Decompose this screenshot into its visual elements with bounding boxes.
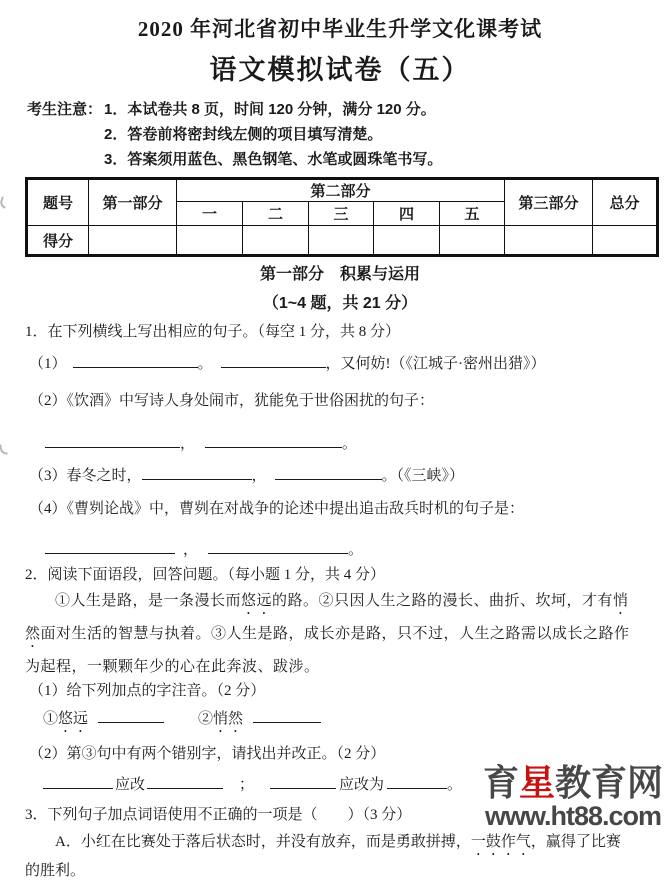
- answer-blank: [270, 775, 336, 789]
- score-table-total: 总分: [593, 179, 658, 226]
- question-1-item-4-stem: （4）《曹刿论战》中，曹刿在对战争的论述中提出追击敌兵时机的句子是：: [29, 501, 525, 517]
- correction-label: 应改为: [339, 777, 385, 793]
- question-1-item-2-stem: （2）《饮酒》中写诗人身处闹市，犹能免于世俗困扰的句子：: [29, 393, 435, 409]
- answer-blank: [208, 540, 348, 554]
- passage-line-3: [25, 655, 655, 679]
- passage-line-1: [25, 589, 655, 618]
- brand-char: 育: [482, 762, 519, 803]
- notice-item-1: 1．本试卷共 8 页，时间 120 分钟，满分 120 分。: [104, 101, 436, 118]
- question-1-item-4-blanks: [25, 539, 655, 561]
- section-subheading: （1~4 题，共 21 分）: [262, 295, 418, 312]
- score-label: 得分: [27, 226, 89, 256]
- question-1-item-1: [25, 353, 655, 375]
- emphasized-word: 然: [25, 626, 41, 642]
- pinyin-item-num: ①: [43, 711, 59, 727]
- score-table-col-1: 一: [177, 202, 243, 226]
- score-cell: [243, 226, 309, 256]
- score-cell: [593, 226, 658, 256]
- emphasized-word: 悠远: [241, 593, 273, 609]
- separator-comma: ，: [180, 436, 196, 452]
- correction-semicolon: ；: [239, 777, 255, 793]
- exam-subtitle: 语文模拟试卷（五）: [209, 55, 471, 85]
- score-table-col-5: 五: [440, 202, 505, 226]
- notice-item-3: 3．答案须用蓝色、黑色钢笔、水笔或圆珠笔书写。: [104, 151, 443, 168]
- score-table-part3: 第三部分: [505, 179, 593, 226]
- answer-blank: [142, 466, 252, 480]
- score-table-col-4: 四: [374, 202, 440, 226]
- question-1-item-3: [25, 465, 655, 487]
- notice-label: 考生注意：: [27, 101, 103, 118]
- answer-blank: [387, 775, 447, 789]
- score-table-col-3: 三: [309, 202, 374, 226]
- score-table: [25, 177, 659, 257]
- pinyin-word: 悠远: [58, 711, 89, 727]
- score-cell: [505, 226, 593, 256]
- pinyin-word: 悄然: [213, 711, 244, 727]
- question-2-sub-2-stem: （2）第③句中有两个错别字，请找出并改正。（2 分）: [29, 746, 386, 762]
- question-2-sub-1-stem: （1）给下列加点的字注音。（2 分）: [29, 683, 266, 699]
- score-table-part2: 第二部分: [177, 179, 505, 202]
- separator-comma: ，: [251, 468, 267, 484]
- exam-title: 2020 年河北省初中毕业生升学文化课考试: [137, 17, 543, 41]
- question-3-stem: 3．下列句子加点词语使用不正确的一项是（ ）（3 分）: [25, 807, 412, 823]
- option-a-text: A．小红在比赛处于落后状态时，并没有放弃，而是勇敢拼搏，: [55, 834, 471, 850]
- passage-text: 面对生活的智慧与执着。③人生是路，成长亦是路，只不过，人生之路需以成长之路作: [40, 626, 630, 642]
- notice-item-2: 2．答卷前将密封线左侧的项目填写清楚。: [104, 126, 383, 143]
- sentence-period: 。: [342, 436, 358, 452]
- score-cell: [177, 226, 243, 256]
- question-3-option-a: [25, 832, 655, 859]
- score-cell: [440, 226, 505, 256]
- examinee-notice: [27, 97, 655, 172]
- answer-blank: [253, 709, 321, 723]
- question-1-item-2-blanks: [25, 433, 655, 455]
- item-1-tail: ，又何妨!（《江城子·密州出猎》）: [325, 356, 546, 372]
- score-table-corner: 题号: [27, 179, 89, 226]
- item-1-mid: 。: [197, 356, 213, 372]
- question-3-option-a-continuation: 的胜利。: [25, 863, 86, 879]
- answer-blank: [45, 540, 175, 554]
- emphasized-word: 悄: [613, 593, 629, 609]
- answer-blank: [98, 709, 164, 723]
- pinyin-item-num: ②: [198, 711, 214, 727]
- passage-text: 的路。②只因人生之路的漫长、曲折、坎坷，才有: [272, 593, 614, 609]
- notice-items: [104, 97, 442, 172]
- watermark-brand: [477, 764, 669, 802]
- question-2-stem: 2．阅读下面语段，回答问题。（每小题 1 分，共 4 分）: [25, 567, 386, 583]
- score-cell: [89, 226, 177, 256]
- brand-char-red: 星: [518, 762, 555, 803]
- question-2-sub-1-blanks: [25, 708, 655, 736]
- question-1-stem: 1．在下列横线上写出相应的句子。（每空 1 分，共 8 分）: [25, 324, 401, 340]
- brand-chars: 教育网: [555, 762, 664, 803]
- passage-line-2: [25, 622, 655, 651]
- sentence-period: 。: [348, 542, 364, 558]
- item-3-head: （3）春冬之时，: [29, 468, 142, 484]
- site-watermark: [477, 764, 669, 830]
- answer-blank: [45, 434, 180, 448]
- item-3-tail: 。（《三峡》）: [381, 468, 465, 484]
- item-1-label: （1）: [29, 356, 67, 372]
- sentence-period: 。: [447, 777, 463, 793]
- score-table-part1: 第一部分: [89, 179, 177, 226]
- correction-label: 应改: [115, 777, 146, 793]
- score-cell: [309, 226, 374, 256]
- answer-blank: [147, 775, 223, 789]
- passage-text: 为起程，一颗颗年少的心在此奔波、跋涉。: [25, 659, 320, 675]
- answer-blank: [221, 354, 326, 368]
- answer-blank: [275, 466, 382, 480]
- answer-blank: [205, 434, 342, 448]
- separator-comma: ，: [183, 542, 199, 558]
- score-table-col-2: 二: [243, 202, 309, 226]
- section-heading: 第一部分 积累与运用: [259, 266, 420, 283]
- score-cell: [374, 226, 440, 256]
- answer-blank: [73, 354, 198, 368]
- passage-text: ①人生是路，是一条漫长而: [55, 593, 242, 609]
- watermark-url: www.ht88.com: [484, 801, 662, 831]
- emphasized-idiom: 一鼓作气: [470, 834, 531, 850]
- answer-blank: [43, 775, 113, 789]
- option-a-text: ，赢得了比赛: [530, 834, 621, 850]
